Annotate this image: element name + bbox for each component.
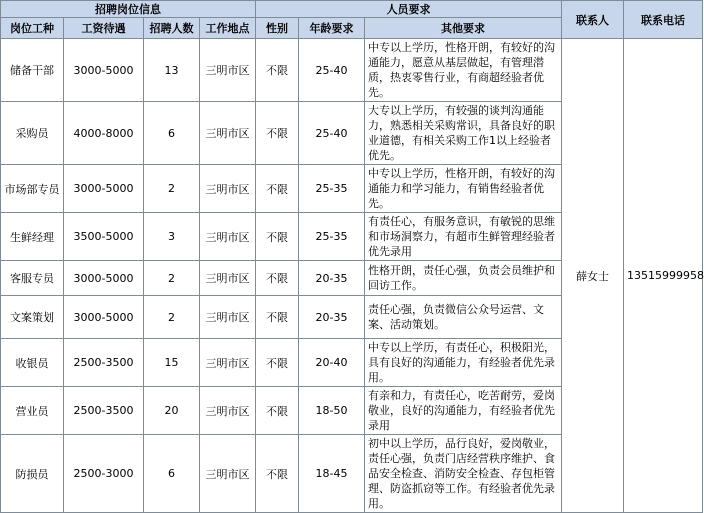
cell-location: 三明市区	[200, 102, 256, 165]
cell-post: 生鲜经理	[1, 213, 64, 261]
contact-name: 薛女士	[562, 39, 624, 513]
cell-gender: 不限	[256, 213, 299, 261]
header-location: 工作地点	[200, 18, 256, 39]
header-personnel-requirements: 人员要求	[256, 1, 562, 18]
cell-gender: 不限	[256, 261, 299, 296]
cell-age: 20-35	[299, 261, 365, 296]
cell-count: 2	[144, 165, 200, 213]
cell-age: 25-35	[299, 165, 365, 213]
cell-location: 三明市区	[200, 39, 256, 102]
cell-location: 三明市区	[200, 387, 256, 435]
cell-post: 采购员	[1, 102, 64, 165]
cell-post: 客服专员	[1, 261, 64, 296]
cell-count: 3	[144, 213, 200, 261]
cell-other: 大专以上学历，有较强的谈判沟通能力，熟悉相关采购常识，具备良好的职业道德，有相关采购工作1以上经验者优先。	[365, 102, 562, 165]
header-group-row	[1, 1, 703, 18]
cell-post: 储备干部	[1, 39, 64, 102]
cell-location: 三明市区	[200, 165, 256, 213]
cell-salary: 3000-5000	[64, 165, 144, 213]
cell-other: 初中以上学历，品行良好，爱岗敬业，责任心强，负责门店经营秩序维护、食品安全检查、消防安全检查、存包柜管理、防盗抓窃等工作。有经验者优先录用。	[365, 435, 562, 513]
header-gender: 性别	[256, 18, 299, 39]
cell-other: 性格开朗，责任心强，负责会员维护和回访工作。	[365, 261, 562, 296]
cell-location: 三明市区	[200, 339, 256, 387]
cell-other: 中专以上学历，性格开朗，有较好的沟通能力，愿意从基层做起，有管理潜质，热衷零售行业，有商超经验者优先。	[365, 39, 562, 102]
cell-gender: 不限	[256, 387, 299, 435]
cell-age: 25-40	[299, 39, 365, 102]
cell-post: 收银员	[1, 339, 64, 387]
cell-gender: 不限	[256, 39, 299, 102]
cell-gender: 不限	[256, 165, 299, 213]
cell-count: 2	[144, 261, 200, 296]
cell-gender: 不限	[256, 102, 299, 165]
cell-salary: 2500-3500	[64, 387, 144, 435]
cell-post: 市场部专员	[1, 165, 64, 213]
header-age: 年龄要求	[299, 18, 365, 39]
cell-other: 有责任心，有服务意识，有敏锐的思维和市场洞察力，有超市生鲜管理经验者优先录用	[365, 213, 562, 261]
cell-count: 20	[144, 387, 200, 435]
cell-age: 18-45	[299, 435, 365, 513]
table-row	[1, 39, 703, 102]
cell-gender: 不限	[256, 435, 299, 513]
header-other: 其他要求	[365, 18, 562, 39]
header-count: 招聘人数	[144, 18, 200, 39]
cell-other: 责任心强，负责微信公众号运营、文案、活动策划。	[365, 296, 562, 339]
cell-salary: 2500-3500	[64, 339, 144, 387]
cell-salary: 3000-5000	[64, 296, 144, 339]
cell-post: 文案策划	[1, 296, 64, 339]
contact-phone: 13515999958	[624, 39, 703, 513]
cell-gender: 不限	[256, 296, 299, 339]
cell-salary: 3000-5000	[64, 39, 144, 102]
cell-post: 防损员	[1, 435, 64, 513]
cell-salary: 2500-3000	[64, 435, 144, 513]
cell-age: 20-40	[299, 339, 365, 387]
header-post: 岗位工种	[1, 18, 64, 39]
cell-count: 6	[144, 435, 200, 513]
cell-count: 15	[144, 339, 200, 387]
header-salary: 工资待遇	[64, 18, 144, 39]
header-position-info: 招聘岗位信息	[1, 1, 256, 18]
header-contact: 联系人	[562, 1, 624, 39]
cell-age: 25-40	[299, 102, 365, 165]
cell-other: 中专以上学历，有责任心，积极阳光，具有良好的沟通能力，有经验者优先录用。	[365, 339, 562, 387]
cell-count: 6	[144, 102, 200, 165]
cell-post: 营业员	[1, 387, 64, 435]
cell-salary: 4000-8000	[64, 102, 144, 165]
cell-other: 中专以上学历，性格开朗，有较好的沟通能力和学习能力，有销售经验者优先。	[365, 165, 562, 213]
cell-count: 13	[144, 39, 200, 102]
cell-gender: 不限	[256, 339, 299, 387]
cell-age: 25-35	[299, 213, 365, 261]
cell-salary: 3000-5000	[64, 261, 144, 296]
cell-location: 三明市区	[200, 296, 256, 339]
cell-count: 2	[144, 296, 200, 339]
cell-location: 三明市区	[200, 213, 256, 261]
cell-age: 18-50	[299, 387, 365, 435]
cell-other: 有亲和力，有责任心，吃苦耐劳，爱岗敬业，良好的沟通能力，有经验者优先录用	[365, 387, 562, 435]
cell-salary: 3500-5000	[64, 213, 144, 261]
cell-location: 三明市区	[200, 435, 256, 513]
cell-location: 三明市区	[200, 261, 256, 296]
header-phone: 联系电话	[624, 1, 703, 39]
cell-age: 20-35	[299, 296, 365, 339]
